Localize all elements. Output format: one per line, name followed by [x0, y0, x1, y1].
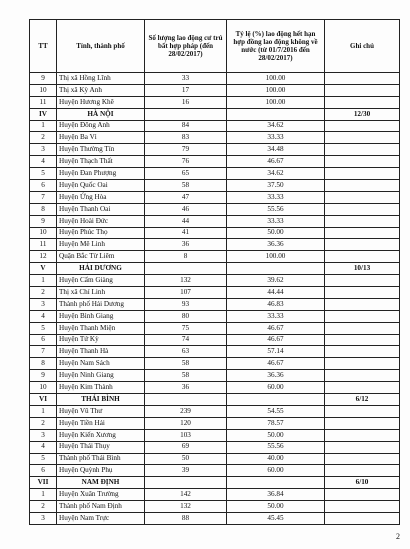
header-tt: TT [30, 20, 57, 73]
table-row [30, 251, 400, 263]
table-row [30, 227, 400, 239]
note-cell [325, 191, 400, 203]
workers-count: 41 [145, 227, 227, 239]
table-row [30, 465, 400, 477]
overstay-rate: 40.00 [227, 453, 325, 465]
province-name: Huyện Xuân Trường [57, 489, 145, 501]
workers-count: 47 [145, 191, 227, 203]
row-number: 6 [30, 465, 57, 477]
province-name: Huyện Đan Phượng [57, 168, 145, 180]
province-name: Huyện Đông Anh [57, 120, 145, 132]
section-title: HÀ NỘI [57, 108, 145, 120]
overstay-rate: 46.67 [227, 322, 325, 334]
row-number: 1 [30, 275, 57, 287]
note-cell [325, 180, 400, 192]
note-cell [325, 358, 400, 370]
note-cell [325, 287, 400, 299]
workers-count: 17 [145, 84, 227, 96]
row-number: 1 [30, 405, 57, 417]
note-cell [325, 275, 400, 287]
note-cell [325, 251, 400, 263]
province-name: Huyện Bình Giang [57, 310, 145, 322]
row-number: 11 [30, 96, 57, 108]
note-cell [325, 84, 400, 96]
row-number: 7 [30, 346, 57, 358]
province-name: Thành phố Nam Định [57, 501, 145, 513]
table-row [30, 417, 400, 429]
workers-count: 36 [145, 239, 227, 251]
row-number: 2 [30, 417, 57, 429]
table-row [30, 120, 400, 132]
row-number: 3 [30, 144, 57, 156]
table-row [30, 429, 400, 441]
overstay-rate: 57.14 [227, 346, 325, 358]
table-row [30, 405, 400, 417]
overstay-rate: 55.56 [227, 203, 325, 215]
note-cell [325, 156, 400, 168]
row-number: 10 [30, 382, 57, 394]
overstay-rate: 50.00 [227, 429, 325, 441]
overstay-rate: 33.33 [227, 132, 325, 144]
province-name: Quận Bắc Từ Liêm [57, 251, 145, 263]
overstay-rate: 33.33 [227, 191, 325, 203]
table-row [30, 96, 400, 108]
overstay-rate: 37.50 [227, 180, 325, 192]
row-number: 4 [30, 156, 57, 168]
note-cell [325, 429, 400, 441]
overstay-rate: 44.44 [227, 287, 325, 299]
overstay-rate: 55.56 [227, 441, 325, 453]
workers-count: 36 [145, 382, 227, 394]
table-row [30, 275, 400, 287]
row-number: 9 [30, 73, 57, 85]
table-row [30, 144, 400, 156]
note-cell: 10/13 [325, 263, 400, 275]
province-name: Huyện Thanh Oai [57, 203, 145, 215]
table-row [30, 73, 400, 85]
workers-count: 46 [145, 203, 227, 215]
table-row [30, 346, 400, 358]
note-cell [325, 310, 400, 322]
note-cell [325, 144, 400, 156]
overstay-rate [227, 263, 325, 275]
row-number: 10 [30, 84, 57, 96]
row-number: 12 [30, 251, 57, 263]
row-number: 10 [30, 227, 57, 239]
table-row [30, 84, 400, 96]
province-name: Huyện Thường Tín [57, 144, 145, 156]
note-cell [325, 441, 400, 453]
overstay-rate: 33.33 [227, 215, 325, 227]
province-name: Huyện Thanh Hà [57, 346, 145, 358]
row-number: 5 [30, 453, 57, 465]
province-name: Huyện Hoài Đức [57, 215, 145, 227]
note-cell [325, 465, 400, 477]
overstay-rate: 100.00 [227, 84, 325, 96]
overstay-rate: 60.00 [227, 465, 325, 477]
note-cell [325, 298, 400, 310]
row-number: VI [30, 394, 57, 406]
workers-count: 58 [145, 358, 227, 370]
overstay-rate: 54.55 [227, 405, 325, 417]
province-name: Huyện Ba Vì [57, 132, 145, 144]
workers-count: 58 [145, 370, 227, 382]
row-number: 6 [30, 180, 57, 192]
province-name: Huyện Kiến Xương [57, 429, 145, 441]
workers-count: 79 [145, 144, 227, 156]
row-number: 8 [30, 203, 57, 215]
note-cell [325, 120, 400, 132]
header-illegal-workers: Số lượng lao động cư trú bất hợp pháp (đến 28/02/2017) [145, 20, 227, 73]
row-number: VII [30, 477, 57, 489]
row-number: 9 [30, 215, 57, 227]
province-name: Huyện Cẩm Giàng [57, 275, 145, 287]
table-row [30, 453, 400, 465]
workers-count: 65 [145, 168, 227, 180]
note-cell [325, 501, 400, 513]
overstay-rate: 33.33 [227, 310, 325, 322]
workers-count: 50 [145, 453, 227, 465]
overstay-rate [227, 394, 325, 406]
note-cell [325, 405, 400, 417]
table-row [30, 287, 400, 299]
province-name: Thành phố Hải Dương [57, 298, 145, 310]
province-name: Huyện Nam Sách [57, 358, 145, 370]
overstay-rate [227, 108, 325, 120]
table-row [30, 239, 400, 251]
section-row [30, 263, 400, 275]
statistics-table [29, 19, 400, 525]
overstay-rate: 100.00 [227, 96, 325, 108]
note-cell [325, 382, 400, 394]
overstay-rate: 36.84 [227, 489, 325, 501]
section-row [30, 108, 400, 120]
overstay-rate: 60.00 [227, 382, 325, 394]
table-row [30, 501, 400, 513]
table-row [30, 382, 400, 394]
table-body [30, 73, 400, 525]
table-row [30, 215, 400, 227]
section-title: THÁI BÌNH [57, 394, 145, 406]
note-cell [325, 322, 400, 334]
overstay-rate: 50.00 [227, 227, 325, 239]
header-note: Ghi chú [325, 20, 400, 73]
workers-count: 58 [145, 180, 227, 192]
note-cell [325, 168, 400, 180]
table-row [30, 132, 400, 144]
table-row [30, 322, 400, 334]
note-cell [325, 227, 400, 239]
overstay-rate: 34.62 [227, 168, 325, 180]
workers-count: 63 [145, 346, 227, 358]
workers-count: 8 [145, 251, 227, 263]
row-number: 11 [30, 239, 57, 251]
workers-count: 132 [145, 501, 227, 513]
note-cell [325, 239, 400, 251]
table-row [30, 168, 400, 180]
row-number: 3 [30, 512, 57, 524]
note-cell: 6/10 [325, 477, 400, 489]
row-number: 3 [30, 298, 57, 310]
workers-count: 132 [145, 275, 227, 287]
note-cell [325, 132, 400, 144]
overstay-rate: 36.36 [227, 239, 325, 251]
province-name: Huyện Hương Khê [57, 96, 145, 108]
row-number: 1 [30, 489, 57, 501]
table-header-row [30, 20, 400, 73]
table-row [30, 191, 400, 203]
note-cell: 12/30 [325, 108, 400, 120]
row-number: 5 [30, 322, 57, 334]
row-number: 1 [30, 120, 57, 132]
workers-count: 44 [145, 215, 227, 227]
row-number: 2 [30, 501, 57, 513]
overstay-rate: 78.57 [227, 417, 325, 429]
province-name: Huyện Thanh Miện [57, 322, 145, 334]
overstay-rate: 45.45 [227, 512, 325, 524]
row-number: 9 [30, 370, 57, 382]
overstay-rate: 36.36 [227, 370, 325, 382]
province-name: Huyện Tứ Kỳ [57, 334, 145, 346]
header-province: Tỉnh, thành phố [57, 20, 145, 73]
table-row [30, 203, 400, 215]
note-cell: 6/12 [325, 394, 400, 406]
overstay-rate: 50.00 [227, 501, 325, 513]
row-number: 3 [30, 429, 57, 441]
table-row [30, 512, 400, 524]
workers-count: 76 [145, 156, 227, 168]
row-number: 6 [30, 334, 57, 346]
province-name: Thị xã Chí Linh [57, 287, 145, 299]
table-row [30, 358, 400, 370]
note-cell [325, 96, 400, 108]
section-title: NAM ĐỊNH [57, 477, 145, 489]
note-cell [325, 512, 400, 524]
workers-count [145, 263, 227, 275]
workers-count: 16 [145, 96, 227, 108]
section-row [30, 477, 400, 489]
table-row [30, 334, 400, 346]
table-row [30, 489, 400, 501]
overstay-rate [227, 477, 325, 489]
province-name: Thị xã Kỳ Anh [57, 84, 145, 96]
province-name: Huyện Thạch Thất [57, 156, 145, 168]
workers-count: 33 [145, 73, 227, 85]
row-number: V [30, 263, 57, 275]
note-cell [325, 73, 400, 85]
overstay-rate: 34.62 [227, 120, 325, 132]
workers-count: 93 [145, 298, 227, 310]
province-name: Thành phố Thái Bình [57, 453, 145, 465]
workers-count: 88 [145, 512, 227, 524]
table-row [30, 298, 400, 310]
overstay-rate: 46.67 [227, 358, 325, 370]
workers-count: 120 [145, 417, 227, 429]
table-row [30, 441, 400, 453]
workers-count: 83 [145, 132, 227, 144]
note-cell [325, 417, 400, 429]
overstay-rate: 100.00 [227, 251, 325, 263]
workers-count: 107 [145, 287, 227, 299]
row-number: 7 [30, 191, 57, 203]
workers-count [145, 108, 227, 120]
overstay-rate: 34.48 [227, 144, 325, 156]
province-name: Huyện Ứng Hòa [57, 191, 145, 203]
workers-count: 84 [145, 120, 227, 132]
note-cell [325, 203, 400, 215]
page-number: 2 [396, 532, 400, 541]
row-number: 8 [30, 358, 57, 370]
overstay-rate: 46.67 [227, 334, 325, 346]
header-overstay-rate: Tỷ lệ (%) lao động hết hạn hợp đồng lao động không về nước (từ 01/7/2016 đến 28/02/2017) [227, 20, 325, 73]
workers-count: 103 [145, 429, 227, 441]
province-name: Huyện Quỳnh Phụ [57, 465, 145, 477]
province-name: Huyện Phúc Thọ [57, 227, 145, 239]
province-name: Huyện Vũ Thư [57, 405, 145, 417]
row-number: 4 [30, 310, 57, 322]
workers-count: 69 [145, 441, 227, 453]
workers-count [145, 477, 227, 489]
row-number: 2 [30, 132, 57, 144]
note-cell [325, 334, 400, 346]
section-row [30, 394, 400, 406]
table-row [30, 370, 400, 382]
overstay-rate: 46.83 [227, 298, 325, 310]
province-name: Huyện Kim Thành [57, 382, 145, 394]
row-number: 2 [30, 287, 57, 299]
province-name: Huyện Tiền Hải [57, 417, 145, 429]
row-number: 5 [30, 168, 57, 180]
note-cell [325, 370, 400, 382]
workers-count [145, 394, 227, 406]
note-cell [325, 215, 400, 227]
table-row [30, 180, 400, 192]
province-name: Huyện Mê Linh [57, 239, 145, 251]
workers-count: 239 [145, 405, 227, 417]
section-title: HẢI DƯƠNG [57, 263, 145, 275]
row-number: IV [30, 108, 57, 120]
overstay-rate: 39.62 [227, 275, 325, 287]
table-row [30, 310, 400, 322]
note-cell [325, 489, 400, 501]
note-cell [325, 346, 400, 358]
workers-count: 39 [145, 465, 227, 477]
workers-count: 74 [145, 334, 227, 346]
workers-count: 75 [145, 322, 227, 334]
workers-count: 80 [145, 310, 227, 322]
overstay-rate: 100.00 [227, 73, 325, 85]
overstay-rate: 46.67 [227, 156, 325, 168]
table-row [30, 156, 400, 168]
province-name: Huyện Nam Trực [57, 512, 145, 524]
province-name: Huyện Ninh Giang [57, 370, 145, 382]
row-number: 4 [30, 441, 57, 453]
workers-count: 142 [145, 489, 227, 501]
province-name: Thị xã Hồng Lĩnh [57, 73, 145, 85]
province-name: Huyện Thái Thụy [57, 441, 145, 453]
note-cell [325, 453, 400, 465]
province-name: Huyện Quốc Oai [57, 180, 145, 192]
